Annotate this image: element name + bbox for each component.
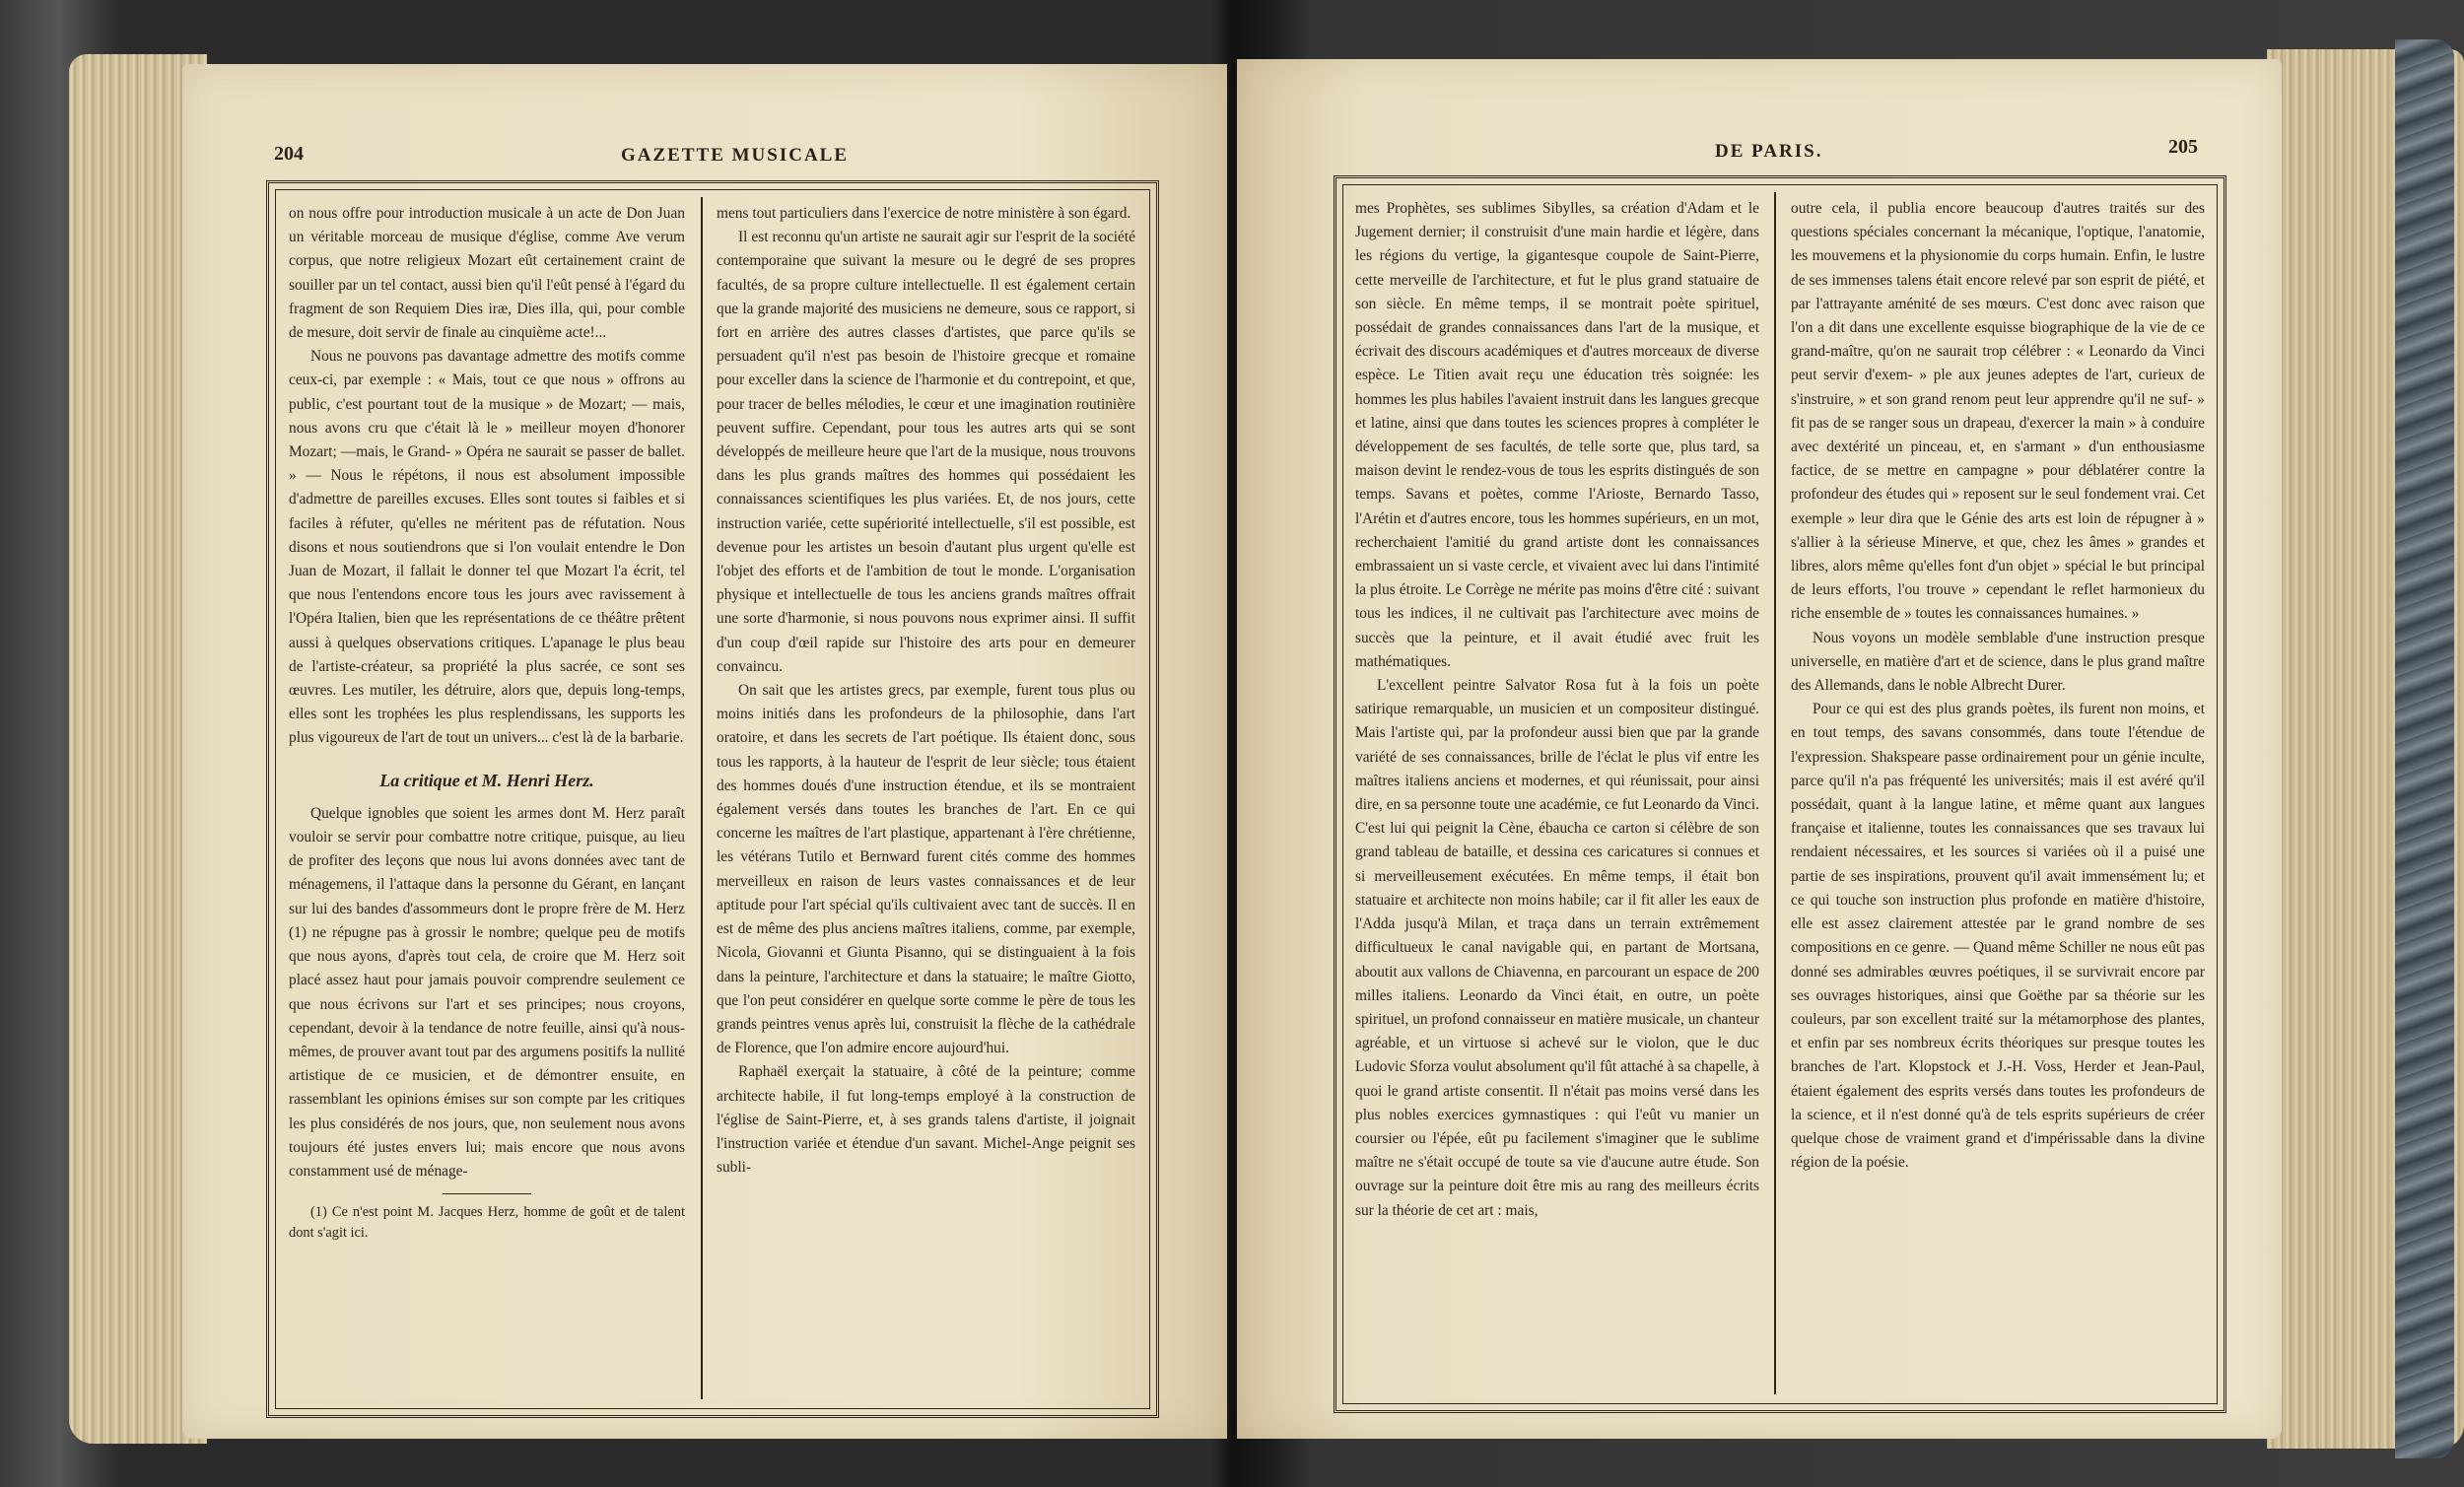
page-number-right: 205 <box>2168 136 2198 158</box>
page-number-left: 204 <box>274 143 304 165</box>
paragraph: On sait que les artistes grecs, par exemple, furent tous plus ou moins initiés dans les profondeurs de la philosophie, dans l'art oratoire, et dans les secrets de l'art poétique. Ils étaient donc, sous tous les rapports, à la hauteur de l'esprit de leur siècle; tous étaient des hommes doués d'une instruction étendue, et ils se montraient également versés dans toutes les branches de l'art. En ce qui concerne les maîtres de l'art plastique, appartenant à l'ère chrétienne, les vétérans Tutilo et Bernward furent cités comme des hommes merveilleux en raison de leurs vastes connaissances et de leur aptitude pour l'art spécial qu'ils cultivaient avec tant de succès. Il en est de même des plus anciens maîtres italiens, comme, par exemple, Nicola, Giovanni et Giunta Pisanno, qui se distinguaient à la fois dans la peinture, l'architecture et dans la statuaire; le maître Giotto, que l'on peut considérer en quelque sorte comme le père de tous les grands peintres venus après lui, construisit la flèche de la cathédrale de Florence, que l'on admire encore aujourd'hui. <box>717 682 1135 1057</box>
book-cover-marbled <box>2395 39 2454 1458</box>
left-page-column-2 <box>717 202 1135 1399</box>
paragraph: Nous ne pouvons pas davantage admettre des motifs comme ceux-ci, par exemple : « Mais, tout ce que nous » offrons au public, c'est pourtant tout de la musique » de Mozart; — mais, nous avons cru que c'était là le » meilleur moyen d'honorer Mozart; —mais, le Grand- » Opéra ne saurait se passer de ballet. » — Nous le répétons, il nous est absolument impossible d'admettre de pareilles excuses. Elles sont toutes si faibles et si faciles à réfuter, qu'elles ne méritent pas de réfutation. Nous disons et nous soutiendrons que si l'on voulait entendre le Don Juan de Mozart, il fallait le donner tel que Mozart l'a écrit, tel que nous l'entendons encore tous les jours avec ravissement à l'Opéra Italien, bien que les représentations de ce théâtre prêtent aussi à quelques observations critiques. L'apanage le plus beau de l'artiste-créateur, sa propriété la plus sacrée, ce sont ses œuvres. Les mutiler, les détruire, alors que, depuis long-temps, elles sont les trophées les plus resplendissans, les supports les plus vigoureux de l'art de tout un univers... c'est là de la barbarie. <box>289 348 685 747</box>
paragraph: outre cela, il publia encore beaucoup d'autres traités sur des questions spéciales concernant la mécanique, l'optique, l'anatomie, les mouvemens et la physionomie du corps humain. Enfin, le lustre de ses immenses talens était encore relevé par son esprit de piété, et par l'attrayante aménité de ses mœurs. C'est donc avec raison que l'on a dit dans une excellente esquisse biographique de la vie de ce grand-maître, qu'on ne saurait trop célébrer : « Leonardo da Vinci peut servir d'exem- » ple aux jeunes adeptes de l'art, curieux de s'instruire, » et son grand renom peut leur apprendre qu'il ne suf- » fit pas de se ranger sous un drapeau, d'exercer la main » à conduire avec dextérité un pinceau, et, en s'armant » d'un enthousiasme factice, de se mettre en campagne » pour déblatérer contre la profondeur des études qui » reposent sur le seul fondement vrai. Cet exemple » leur dira que le Génie des arts est loin de répugner à » s'allier à la sérieuse Minerve, et que, chez les âmes » grandes et libres, alors même qu'elles font d'un objet » spécial le but principal de leurs efforts, l'ou trouve » cependant le reflet harmonieux du riche ensemble de » toutes les connaissances humaines. » <box>1791 200 2205 623</box>
column-divider-right <box>1774 192 1776 1394</box>
paragraph: on nous offre pour introduction musicale à un acte de Don Juan un véritable morceau de musique d'église, comme Ave verum corpus, que notre religieux Mozart eût certainement craint de souiller par un tel contact, aussi bien qu'il l'eût pensé à l'égard du fragment de son Requiem Dies iræ, Dies illa, qui, pour comble de mesure, doit servir de finale au cinquième acte!... <box>289 205 685 342</box>
left-page-column-1 <box>289 202 685 1399</box>
right-page <box>1237 59 2282 1439</box>
paragraph: mes Prophètes, ses sublimes Sibylles, sa création d'Adam et le Jugement dernier; il construisit d'une main hardie et légère, dans les régions du vertige, la gigantesque coupole de Saint-Pierre, cette merveille de l'architecture, et fut le plus grand statuaire de son siècle. En même temps, il se montrait poète spirituel, possédait de grandes connaissances dans l'art de la musique, et écrivait des discours académiques et d'autres morceaux de diverse espèce. Le Titien avait reçu une éducation très soignée: les hommes les plus habiles l'avaient instruit dans les langues grecque et latine, ainsi que dans toutes les sciences propres à compléter le développement de ses facultés, de telle sorte que, plus tard, sa maison devint le rendez-vous de tous les esprits distingués de son temps. Savans et poètes, comme l'Arioste, Bernardo Tasso, l'Arétin et d'autres encore, tous les hommes supérieurs, en un mot, recherchaient l'amitié du grand artiste dont les connaissances embrassaient un si vaste cercle, et vivaient avec lui dans l'intimité la plus étroite. Le Corrège ne mérite pas moins d'être cité : suivant tous les indices, il ne cultivait pas l'architecture avec moins de succès que la peinture, et il avait étudié avec fruit les mathématiques. <box>1355 200 1759 670</box>
footnote-rule <box>443 1193 531 1194</box>
paragraph: Pour ce qui est des plus grands poètes, ils furent non moins, et en tout temps, des savans consommés, dans toute l'étendue de l'expression. Shakspeare passe ordinairement pour un génie inculte, parce qu'il n'a pas fréquenté les universités; mais il est avéré qu'il possédait, quant à la langue latine, et même quant aux langues française et italienne, toutes les connaissances que ses travaux lui rendaient nécessaires, et les sources si variées où il a puisé une partie de ses inspirations, prouvent qu'il avait immensément lu; et ce qui touche son instruction plus profonde en matière d'histoire, elle est assez clairement attestée par le grand nombre de ses compositions en ce genre. — Quand même Schiller ne nous eût pas donné ses admirables œuvres poétiques, il se survivrait encore par ses ouvrages historiques, ainsi que Goëthe par sa théorie sur les couleurs, par son excellent traité sur la métamorphose des plantes, et enfin par ses nombreux écrits théoriques sur presque toutes les branches de l'art. Klopstock et J.-H. Voss, Herder et Jean-Paul, étaient également des esprits versés dans toutes les profondeurs de la science, et il n'est donné qu'à de tels esprits supérieurs de créer quelque chose de vraiment grand et d'impérissable dans la divine région de la poésie. <box>1791 701 2205 1172</box>
paragraph: L'excellent peintre Salvator Rosa fut à la fois un poète satirique remarquable, un musicien et un compositeur distingué. Mais l'artiste qui, par la profondeur aussi bien que par la grande variété de ses connaissances, brille de l'éclat le plus vif entre les maîtres italiens anciens et modernes, et qui réunissait, pour ainsi dire, en sa personne toute une académie, ce fut Leonardo da Vinci. C'est lui qui peignit la Cène, ébaucha ce carton si célèbre de son grand tableau de bataille, et dessina ces caricatures si connues et si merveilleusement exécutées. En même temps, il était bon statuaire et architecte non moins habile; car il fit aller les eaux de l'Adda jusqu'à Milan, et traça dans un terrain extrêmement difficultueux le canal navigable qui, en partant de Mortsana, aboutit aux vallons de Chiavenna, en parcourant un espace de 200 milles italiens. Leonardo da Vinci était, en outre, un poète spirituel, un profond connaisseur en matière musicale, un chanteur agréable, et un virtuose si achevé sur le violon, que le duc Ludovic Sforza voulut absolument qu'il fût attaché à sa chapelle, à quoi le grand artiste consentit. Il n'était pas moins versé dans les plus nobles exercices gymnastiques : qui l'eût vu manier un coursier ou l'épée, eût pu facilement s'imaginer que le sublime maître ne s'était occupé de toute sa vie d'aucune autre étude. Son ouvrage sur la peinture doit être mis au rang des meilleurs écrits sur la théorie de cet art : mais, <box>1355 677 1759 1219</box>
running-head-left: GAZETTE MUSICALE <box>621 145 850 166</box>
paragraph: Raphaël exerçait la statuaire, à côté de la peinture; comme architecte habile, il fut long-temps employé à la construction de l'église de Saint-Pierre, et, à ses grands talens d'artiste, il joignait l'instruction variée et étendue d'un savant. Michel-Ange peignit ses subli- <box>717 1063 1135 1177</box>
footnote: (1) Ce n'est point M. Jacques Herz, homme de goût et de talent dont s'agit ici. <box>289 1204 685 1242</box>
running-head-right: DE PARIS. <box>1715 141 1823 162</box>
paragraph: Nous voyons un modèle semblable d'une instruction presque universelle, en matière d'art et de science, dans le plus grand maître des Allemands, dans le noble Albrecht Durer. <box>1791 629 2205 695</box>
left-page <box>182 64 1227 1439</box>
section-title: La critique et M. Henri Herz. <box>379 770 594 790</box>
column-divider-left <box>701 197 703 1399</box>
paragraph: Quelque ignobles que soient les armes dont M. Herz paraît vouloir se servir pour combattre notre critique, puisque, au lieu de profiter des leçons que nous lui avons données avec tant de ménagemens, il l'attaque dans la personne du Gérant, en lançant sur lui des bandes d'assommeurs dont le propre frère de M. Herz (1) ne répugne pas à grossir le nombre; quelque peu de motifs que nous ayons, d'après tout cela, de croire que M. Herz soit placé assez haut pour jamais pouvoir comprendre seulement ce que nous écrivons sur l'art et ses principes; nous croyons, cependant, devoir à la tendance de notre feuille, ainsi qu'à nous-mêmes, de prouver avant tout par des argumens positifs la nullité artistique de ce musicien, et de démontrer ensuite, en rassemblant les opinions émises sur son compte par les critiques les plus considérés de nos jours, que, non seulement nous avons toujours été justes envers lui; mais encore que nous avons constamment usé de ménage- <box>289 804 685 1180</box>
paragraph: mens tout particuliers dans l'exercice de notre ministère à son égard. <box>717 205 1131 222</box>
right-page-column-2 <box>1791 197 2205 1394</box>
paragraph: Il est reconnu qu'un artiste ne saurait agir sur l'esprit de la société contemporaine que suivant la mesure ou le degré de ses propres facultés, de sa propre culture intellectuelle. Il est également certain que la grande majorité des musiciens ne demeure, sous ce rapport, si fort en arrière des autres classes d'artistes, que parce qu'ils se persuadent qu'il n'est pas besoin de l'histoire grecque et romaine pour exceller dans la science de l'harmonie et du contrepoint, et que, pour tracer de belles mélodies, le cœur et une imagination routinière peuvent suffire. Cependant, pour tous les autres arts qui se sont développés de meilleure heure que l'art de la musique, nous trouvons dans les plus grands maîtres des hommes qui possédaient les connaissances scientifiques les plus variées. Et, de nos jours, cette instruction variée, cette supériorité intellectuelle, s'il est possible, est devenue pour les artistes un besoin d'autant plus urgent qu'elle est l'objet des efforts et de l'ambition de tout le monde. L'organisation physique et intellectuelle de tous les anciens grands maîtres offrait une sorte d'harmonie, si nous pouvons nous exprimer ainsi. Il suffit d'un coup d'œil rapide sur l'histoire des arts pour en demeurer convaincu. <box>717 229 1135 675</box>
right-page-column-1 <box>1355 197 1759 1394</box>
